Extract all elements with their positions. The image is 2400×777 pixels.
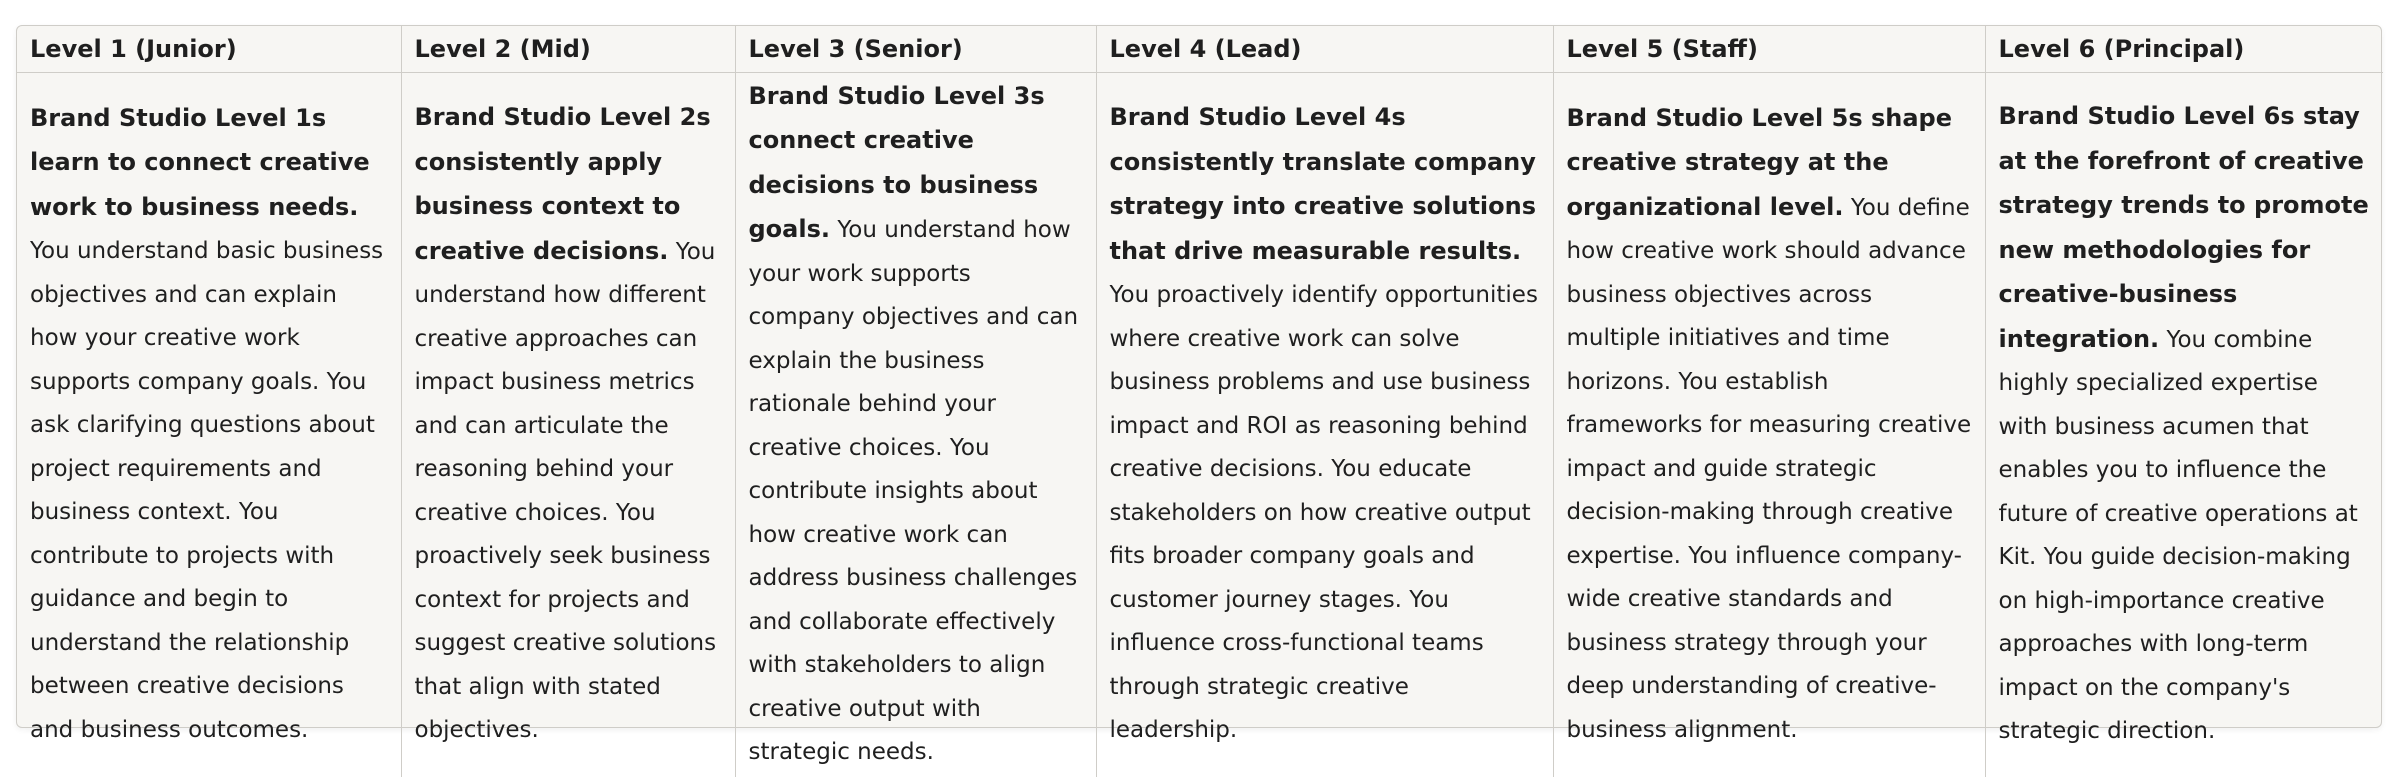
cell-body-text: You combine highly specialized expertise with business acumen that enables you to influence the future of creative operations at Kit. You guide decision-making on high-importance creative approaches with long-term impact on the company's strategic direction.: [1998, 326, 2358, 745]
cell-body-text: You understand basic business objectives and can explain how your creative work supports company goals. You ask clarifying questions about project requirements and business context. You contribute to projects with guidance and begin to understand the relationship between creative decisions and business outcomes.: [30, 238, 384, 743]
column-header: Level 3 (Senior): [735, 26, 1096, 72]
cell-lead-text: Brand Studio Level 3s connect creative decisions to business goals.: [748, 81, 1045, 243]
table-cell: [735, 72, 1096, 777]
table-cell: [1985, 72, 2383, 777]
cell-body-text: You understand how your work supports company objectives and can explain the business rationale behind your creative choices. You contribute insights about how creative work can address business challenges and collaborate effectively with stakeholders to align creative output with strategic needs.: [748, 217, 1079, 765]
column-header: Level 6 (Principal): [1985, 26, 2383, 72]
column-header: Level 4 (Lead): [1096, 26, 1553, 72]
cell-lead-text: Brand Studio Level 6s stay at the forefront of creative strategy trends to promote new methodologies for creative-business integration.: [1998, 102, 2369, 353]
cell-body-text: You define how creative work should advance business objectives across multiple initiatives and time horizons. You establish frameworks for measuring creative impact and guide strategic decision-making through creative expertise. You influence company-wide creative standards and business strategy through your deep understanding of creative-business alignment.: [1566, 194, 1972, 743]
column-header: Level 1 (Junior): [17, 26, 401, 72]
table-cell: [1553, 72, 1985, 777]
cell-body-text: You proactively identify opportunities where creative work can solve business problems and use business impact and ROI as reasoning behind creative decisions. You educate stakeholders on how creative output fits broader company goals and customer journey stages. You influence cross-functional teams through strategic creative leadership.: [1109, 282, 1538, 744]
levels-table-container: [16, 25, 2382, 765]
table-cell: [17, 72, 401, 777]
table-cell: [1096, 72, 1553, 777]
table-header-row: [17, 26, 2383, 72]
column-header: Level 2 (Mid): [401, 26, 735, 72]
cell-lead-text: Brand Studio Level 4s consistently translate company strategy into creative solutions that drive measurable results.: [1109, 103, 1537, 265]
cell-lead-text: Brand Studio Level 1s learn to connect creative work to business needs.: [30, 103, 370, 221]
cell-lead-text: Brand Studio Level 2s consistently apply business context to creative decisions.: [414, 103, 711, 265]
table-row: [17, 72, 2383, 777]
cell-lead-text: Brand Studio Level 5s shape creative strategy at the organizational level.: [1566, 103, 1952, 221]
column-header: Level 5 (Staff): [1553, 26, 1985, 72]
levels-table: [17, 26, 2383, 777]
cell-body-text: You understand how different creative approaches can impact business metrics and can articulate the reasoning behind your creative choices. You proactively seek business context for projects and suggest creative solutions that align with stated objectives.: [414, 238, 717, 744]
table-cell: [401, 72, 735, 777]
